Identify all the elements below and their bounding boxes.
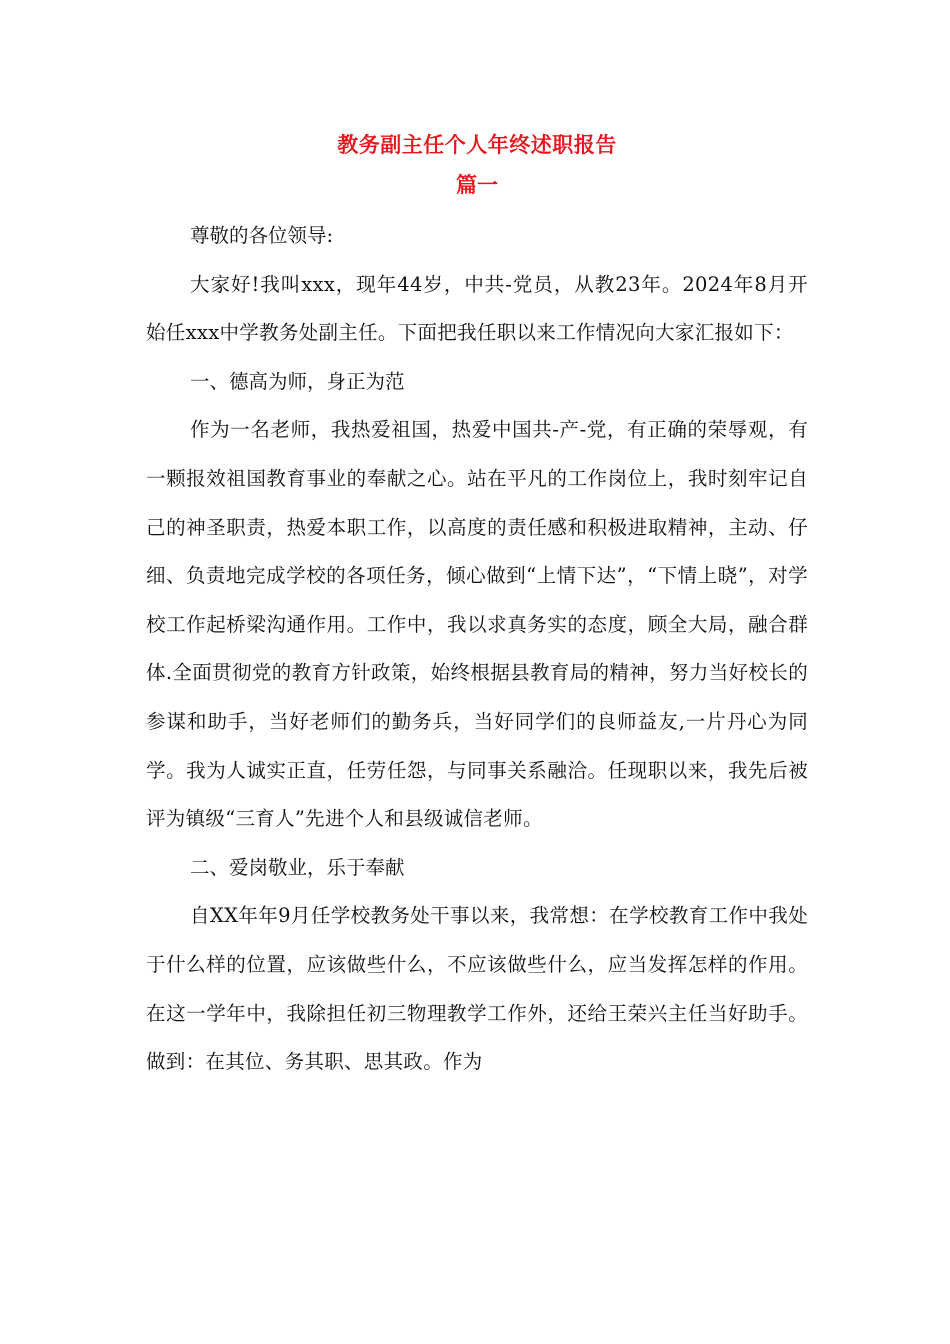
document-page	[146, 130, 808, 1087]
document-subtitle: 篇一	[456, 172, 498, 197]
section-1-heading: 一、德高为师，身正为范	[190, 369, 405, 393]
intro-paragraph: 大家好!我叫xxx，现年44岁，中共-党员，从教23年。2024年8月开始任xxx中学教务处副主任。下面把我任职以来工作情况向大家汇报如下：	[146, 272, 808, 345]
section-2-heading: 二、爱岗敬业，乐于奉献	[190, 855, 405, 879]
greeting: 尊敬的各位领导:	[190, 224, 334, 247]
section-2-paragraph: 自XX年年9月任学校教务处干事以来，我常想：在学校教育工作中我处于什么样的位置，应该做些什么，不应该做些什么，应当发挥怎样的作用。在这一学年中，我除担任初三物理教学工作外，还给王荣兴主任当好助手。做到：在其位、务其职、思其政。作为	[146, 904, 808, 1074]
document-title: 教务副主任个人年终述职报告	[337, 132, 617, 157]
section-1-paragraph: 作为一名老师，我热爱祖国，热爱中国共-产-党，有正确的荣辱观，有一颗报效祖国教育事业的奉献之心。站在平凡的工作岗位上，我时刻牢记自己的神圣职责，热爱本职工作，以高度的责任感和积极进取精神，主动、仔细、负责地完成学校的各项任务，倾心做到“上情下达”，“下情上晓”，对学校工作起桥梁沟通作用。工作中，我以求真务实的态度，顾全大局，融合群体.全面贯彻党的教育方针政策，始终根据县教育局的精神，努力当好校长的参谋和助手，当好老师们的勤务兵，当好同学们的良师益友,一片丹心为同学。我为人诚实正直，任劳任怨，与同事关系融洽。任现职以来，我先后被评为镇级“三育人”先进个人和县级诚信老师。	[146, 418, 808, 831]
